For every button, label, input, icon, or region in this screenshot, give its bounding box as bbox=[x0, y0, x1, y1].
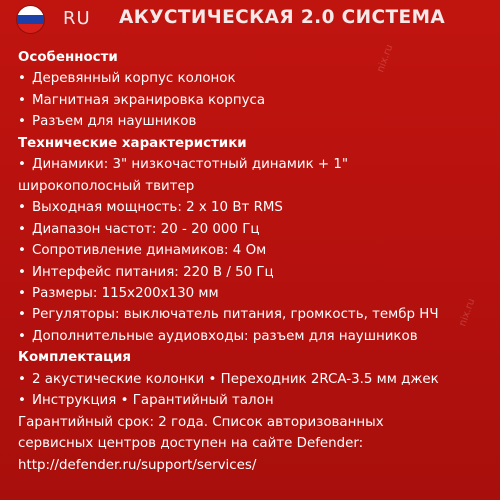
list-item: • Инструкция • Гарантийный талон bbox=[18, 390, 496, 411]
warranty-text: Гарантийный срок: 2 года. Список авторизованных bbox=[18, 414, 384, 430]
language-code: RU bbox=[63, 8, 91, 29]
list-item: • Сопротивление динамиков: 4 Ом bbox=[18, 240, 496, 261]
bullet-icon: • bbox=[18, 243, 26, 259]
content bbox=[18, 47, 496, 476]
header bbox=[0, 0, 500, 36]
list-item: • Интерфейс питания: 220 В / 50 Гц bbox=[18, 262, 496, 283]
bullet-icon: • bbox=[18, 200, 26, 216]
list-item: • Диапазон частот: 20 - 20 000 Гц bbox=[18, 219, 496, 240]
bullet-icon: • bbox=[18, 328, 26, 344]
package-heading: Комплектация bbox=[18, 350, 132, 366]
list-item: • Магнитная экранировка корпуса bbox=[18, 90, 496, 111]
list-item: • Размеры: 115х200х130 мм bbox=[18, 283, 496, 304]
specs-heading: Технические характеристики bbox=[18, 135, 247, 151]
list-item-continuation: широкополосный твитер bbox=[18, 178, 195, 194]
bullet-icon: • bbox=[18, 114, 26, 130]
bullet-icon: • bbox=[18, 71, 26, 87]
list-item: • Динамики: 3" низкочастотный динамик + 1" bbox=[18, 154, 496, 175]
list-item: • Выходная мощность: 2 х 10 Вт RMS bbox=[18, 197, 496, 218]
bullet-icon: • bbox=[18, 307, 26, 323]
bullet-icon: • bbox=[18, 285, 26, 301]
features-heading: Особенности bbox=[18, 50, 118, 65]
bullet-icon: • bbox=[18, 92, 26, 108]
watermark: nix.ru bbox=[375, 43, 396, 74]
page-title: АКУСТИЧЕСКАЯ 2.0 СИСТЕМА bbox=[119, 7, 446, 28]
bullet-icon: • bbox=[18, 393, 26, 409]
bullet-icon: • bbox=[18, 371, 26, 387]
list-item: • 2 акустические колонки • Переходник 2RCA-3.5 мм джек bbox=[18, 369, 496, 390]
bullet-icon: • bbox=[18, 221, 26, 237]
list-item: • Регуляторы: выключатель питания, громкость, тембр НЧ bbox=[18, 304, 496, 325]
russian-flag-icon bbox=[17, 6, 44, 33]
list-item: • Дополнительные аудиовходы: разъем для наушников bbox=[18, 326, 496, 347]
list-item: • Деревянный корпус колонок bbox=[18, 68, 496, 89]
bullet-icon: • bbox=[18, 157, 26, 173]
bullet-icon: • bbox=[18, 264, 26, 280]
warranty-text: сервисных центров доступен на сайте Defender: bbox=[18, 436, 364, 452]
support-url: http://defender.ru/support/services/ bbox=[18, 457, 257, 473]
watermark: nix.ru bbox=[457, 297, 478, 328]
list-item: • Разъем для наушников bbox=[18, 111, 496, 132]
